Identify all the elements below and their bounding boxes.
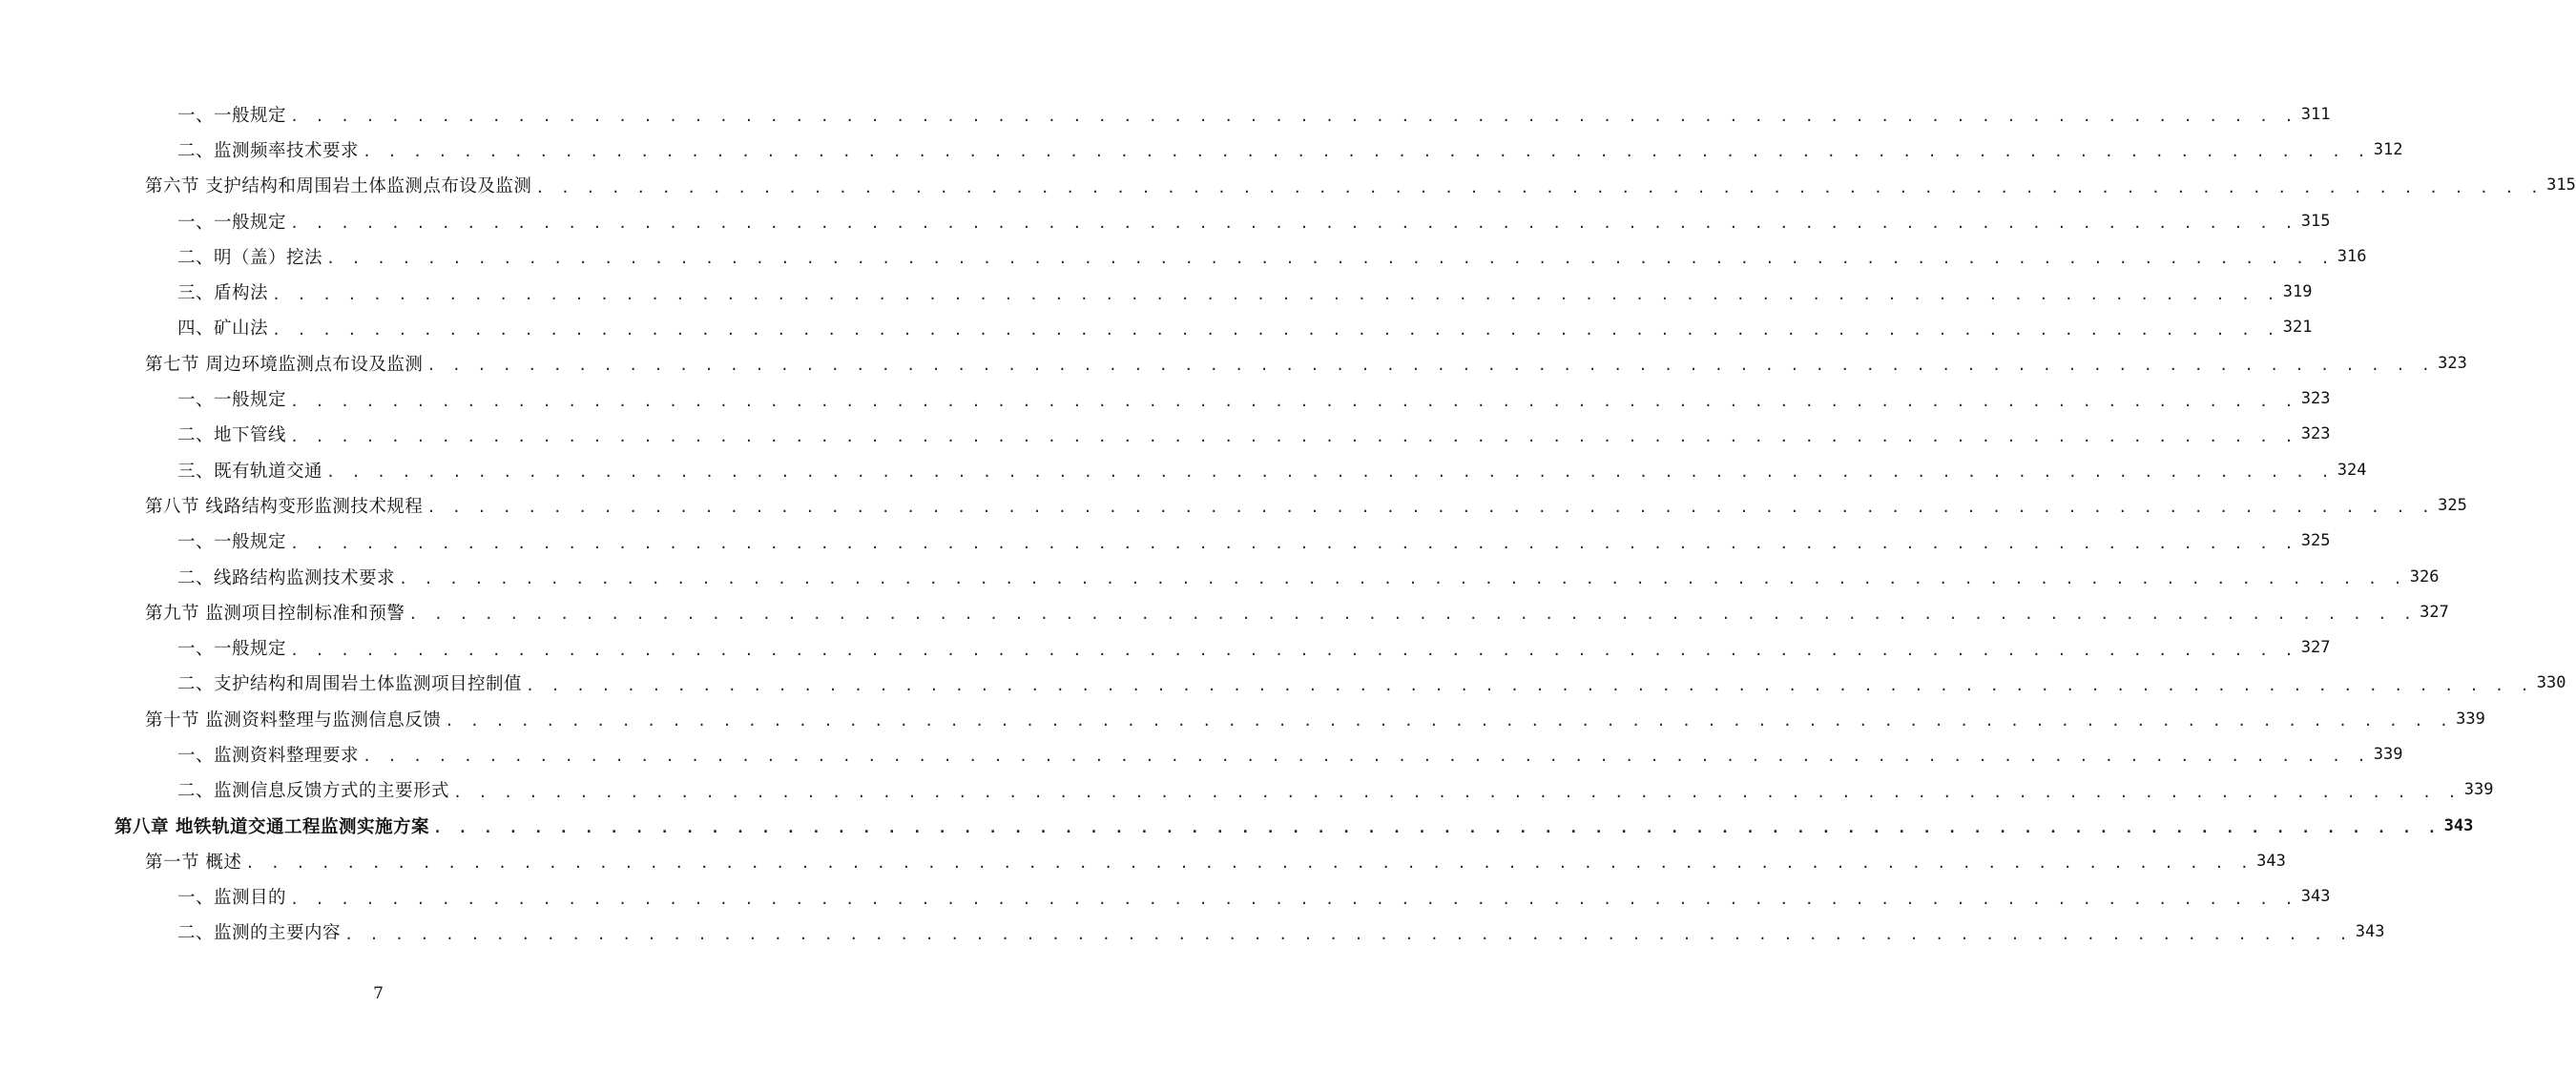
toc-entry-item[interactable]	[0, 381, 2331, 416]
toc-entry-title: 第十节 监测资料整理与监测信息反馈	[145, 710, 442, 730]
toc-dot-leader: . . . . . . . . . . . . . . . . . . . . . . . . . . . . . . . . . . . . . . . . . . . . . . . . . . . . . . . . . . . . . . . . . . . . . . . . . . . . . . . .	[245, 854, 2254, 873]
toc-entry-title: 第八节 线路结构变形监测技术规程	[145, 496, 424, 517]
toc-dot-leader: . . . . . . . . . . . . . . . . . . . . . . . . . . . . . . . . . . . . . . . . . . . . . . . . . . . . . . . . . . . . . . . . . . . . . . . . . . . . . . . .	[290, 108, 2297, 126]
toc-entry-title: 第六节 支护结构和周围岩土体监测点布设及监测	[145, 176, 532, 197]
toc-dot-leader: . . . . . . . . . . . . . . . . . . . . . . . . . . . . . . . . . . . . . . . . . . . . . . . . . . . . . . . . . . . . . . . . . . . . . . . . . . . . . . . .	[290, 427, 2297, 445]
toc-dot-leader: . . . . . . . . . . . . . . . . . . . . . . . . . . . . . . . . . . . . . . . . . . . . . . . . . . . . . . . . . . . . . . . . . . . . . . . . . . . . . . . .	[326, 463, 2334, 482]
toc-entry-item[interactable]	[0, 96, 2331, 132]
toc-entry-page: 326	[2409, 566, 2440, 586]
toc-dot-leader: . . . . . . . . . . . . . . . . . . . . . . . . . . . . . . . . . . . . . . . . . . . . . . . . . . . . . . . . . . . . . . . . . . . . . . . . . . . . . . . .	[344, 925, 2352, 943]
toc-dot-leader: . . . . . . . . . . . . . . . . . . . . . . . . . . . . . . . . . . . . . . . . . . . . . . . . . . . . . . . . . . . . . . . . . . . . . . . . . . . . . . . .	[408, 606, 2417, 624]
toc-entry-page: 325	[2300, 531, 2331, 551]
toc-entry-page: 327	[2420, 602, 2449, 622]
toc-entry-title: 第一节 概述	[145, 852, 242, 873]
toc-entry-item[interactable]	[0, 238, 2367, 274]
toc-entry-title: 一、一般规定	[177, 639, 287, 660]
toc-dot-leader: . . . . . . . . . . . . . . . . . . . . . . . . . . . . . . . . . . . . . . . . . . . . . . . . . . . . . . . . . . . . . . . . . . . . . . . . . . . . . . . .	[272, 285, 2279, 303]
toc-entry-item[interactable]	[0, 559, 2440, 594]
toc-dot-leader: . . . . . . . . . . . . . . . . . . . . . . . . . . . . . . . . . . . . . . . . . . . . . . . . . . . . . . . . . . . . . . . . . . . . . . . . . . . . . . . .	[535, 178, 2544, 196]
toc-entry-page: 316	[2337, 246, 2367, 266]
toc-entry-section[interactable]	[0, 701, 2485, 736]
toc-dot-leader: . . . . . . . . . . . . . . . . . . . . . . . . . . . . . . . . . . . . . . . . . . . . . . . . . . . . . . . . . . . . . . . . . . . . . . . . . . . . . . . .	[290, 392, 2297, 410]
toc-entry-item[interactable]	[0, 629, 2331, 665]
toc-entry-chapter[interactable]	[0, 808, 2474, 843]
toc-entry-item[interactable]	[0, 915, 2385, 950]
toc-entry-page: 330	[2536, 673, 2566, 693]
toc-entry-page: 323	[2438, 353, 2467, 373]
toc-entry-item[interactable]	[0, 274, 2313, 309]
toc-entry-section[interactable]	[0, 168, 2576, 203]
toc-entry-title: 二、监测的主要内容	[177, 923, 342, 944]
toc-entry-page: 343	[2256, 851, 2286, 871]
toc-entry-page: 339	[2373, 744, 2403, 764]
toc-entry-page: 339	[2463, 780, 2494, 800]
toc-entry-page: 319	[2282, 282, 2313, 302]
toc-entry-page: 323	[2300, 389, 2331, 409]
toc-entry-page: 327	[2300, 638, 2331, 658]
toc-entry-title: 二、支护结构和周围岩土体监测项目控制值	[177, 674, 523, 695]
toc-dot-leader: . . . . . . . . . . . . . . . . . . . . . . . . . . . . . . . . . . . . . . . . . . . . . . . . . . . . . . . . . . . . . . . . . . . . . . . . . . . . . . . .	[399, 570, 2406, 587]
toc-dot-leader: . . . . . . . . . . . . . . . . . . . . . . . . . . . . . . . . . . . . . . . . . . . . . . . . . . . . . . . . . . . . . . . . . . . . . . . . . . . . . . . .	[426, 499, 2435, 517]
toc-entry-title: 二、地下管线	[177, 425, 287, 446]
toc-entry-page: 311	[2300, 104, 2331, 124]
page-number: 7	[373, 984, 384, 1003]
toc-dot-leader: . . . . . . . . . . . . . . . . . . . . . . . . . . . . . . . . . . . . . . . . . . . . . . . . . . . . . . . . . . . . . . . . . . . . . . . . . . . . . . . .	[363, 748, 2370, 766]
toc-entry-title: 二、线路结构监测技术要求	[177, 567, 396, 588]
toc-dot-leader: . . . . . . . . . . . . . . . . . . . . . . . . . . . . . . . . . . . . . . . . . . . . . . . . . . . . . . . . . . . . . . . . . . . . . . . . . . . . . . . .	[526, 676, 2533, 694]
toc-entry-item[interactable]	[0, 736, 2403, 772]
toc-entry-title: 三、盾构法	[177, 283, 269, 304]
toc-entry-page: 312	[2373, 139, 2403, 159]
toc-entry-page: 315	[2546, 175, 2576, 195]
toc-entry-title: 一、一般规定	[177, 390, 287, 411]
toc-entry-title: 一、监测目的	[177, 888, 287, 909]
toc-entry-page: 339	[2456, 709, 2485, 729]
toc-entry-title: 二、明（盖）挖法	[177, 247, 323, 268]
toc-entry-title: 一、一般规定	[177, 212, 287, 233]
toc-entry-page: 315	[2300, 211, 2331, 231]
toc-entry-page: 324	[2337, 460, 2367, 480]
toc-dot-leader: . . . . . . . . . . . . . . . . . . . . . . . . . . . . . . . . . . . . . . . . . . . . . . . . . . . . . . . . . . . . . . . . . . . . . . . . . . . . . . . .	[363, 143, 2370, 161]
table-of-contents	[0, 96, 2576, 950]
toc-entry-title: 四、矿山法	[177, 319, 269, 340]
toc-entry-title: 一、一般规定	[177, 105, 287, 126]
toc-entry-title: 三、既有轨道交通	[177, 461, 323, 482]
toc-entry-title: 第九节 监测项目控制标准和预警	[145, 603, 405, 624]
toc-entry-section[interactable]	[0, 345, 2467, 381]
toc-entry-item[interactable]	[0, 417, 2331, 452]
toc-entry-page: 343	[2300, 887, 2331, 907]
toc-dot-leader: . . . . . . . . . . . . . . . . . . . . . . . . . . . . . . . . . . . . . . . . . . . . . . . . . . . . . . . . . . . . . . . . . . . . . . . . . . . . . . . .	[432, 819, 2441, 837]
toc-entry-item[interactable]	[0, 452, 2367, 487]
toc-entry-page: 343	[2443, 815, 2474, 835]
toc-dot-leader: . . . . . . . . . . . . . . . . . . . . . . . . . . . . . . . . . . . . . . . . . . . . . . . . . . . . . . . . . . . . . . . . . . . . . . . . . . . . . . . .	[426, 357, 2435, 375]
toc-dot-leader: . . . . . . . . . . . . . . . . . . . . . . . . . . . . . . . . . . . . . . . . . . . . . . . . . . . . . . . . . . . . . . . . . . . . . . . . . . . . . . . .	[290, 534, 2297, 552]
toc-dot-leader: . . . . . . . . . . . . . . . . . . . . . . . . . . . . . . . . . . . . . . . . . . . . . . . . . . . . . . . . . . . . . . . . . . . . . . . . . . . . . . . .	[290, 641, 2297, 659]
toc-entry-page: 321	[2282, 318, 2313, 338]
toc-entry-item[interactable]	[0, 524, 2331, 559]
toc-entry-title: 二、监测信息反馈方式的主要形式	[177, 781, 450, 802]
toc-entry-section[interactable]	[0, 487, 2467, 523]
toc-entry-item[interactable]	[0, 772, 2494, 808]
toc-dot-leader: . . . . . . . . . . . . . . . . . . . . . . . . . . . . . . . . . . . . . . . . . . . . . . . . . . . . . . . . . . . . . . . . . . . . . . . . . . . . . . . .	[453, 783, 2461, 801]
toc-dot-leader: . . . . . . . . . . . . . . . . . . . . . . . . . . . . . . . . . . . . . . . . . . . . . . . . . . . . . . . . . . . . . . . . . . . . . . . . . . . . . . . .	[290, 215, 2297, 233]
toc-entry-page: 343	[2355, 922, 2385, 942]
toc-entry-title: 第八章 地铁轨道交通工程监测实施方案	[114, 816, 429, 837]
toc-entry-section[interactable]	[0, 843, 2286, 878]
toc-entry-item[interactable]	[0, 132, 2403, 167]
toc-dot-leader: . . . . . . . . . . . . . . . . . . . . . . . . . . . . . . . . . . . . . . . . . . . . . . . . . . . . . . . . . . . . . . . . . . . . . . . . . . . . . . . .	[272, 320, 2279, 339]
toc-dot-leader: . . . . . . . . . . . . . . . . . . . . . . . . . . . . . . . . . . . . . . . . . . . . . . . . . . . . . . . . . . . . . . . . . . . . . . . . . . . . . . . .	[326, 250, 2334, 268]
toc-dot-leader: . . . . . . . . . . . . . . . . . . . . . . . . . . . . . . . . . . . . . . . . . . . . . . . . . . . . . . . . . . . . . . . . . . . . . . . . . . . . . . . .	[445, 712, 2453, 730]
toc-entry-title: 第七节 周边环境监测点布设及监测	[145, 354, 424, 375]
toc-entry-item[interactable]	[0, 666, 2566, 701]
toc-entry-item[interactable]	[0, 879, 2331, 915]
toc-entry-item[interactable]	[0, 310, 2313, 345]
toc-dot-leader: . . . . . . . . . . . . . . . . . . . . . . . . . . . . . . . . . . . . . . . . . . . . . . . . . . . . . . . . . . . . . . . . . . . . . . . . . . . . . . . .	[290, 890, 2297, 908]
toc-entry-section[interactable]	[0, 594, 2449, 629]
toc-entry-title: 一、监测资料整理要求	[177, 745, 360, 766]
toc-entry-title: 二、监测频率技术要求	[177, 140, 360, 161]
toc-entry-item[interactable]	[0, 203, 2331, 238]
toc-entry-page: 325	[2438, 495, 2467, 515]
toc-entry-title: 一、一般规定	[177, 532, 287, 553]
toc-entry-page: 323	[2300, 424, 2331, 444]
